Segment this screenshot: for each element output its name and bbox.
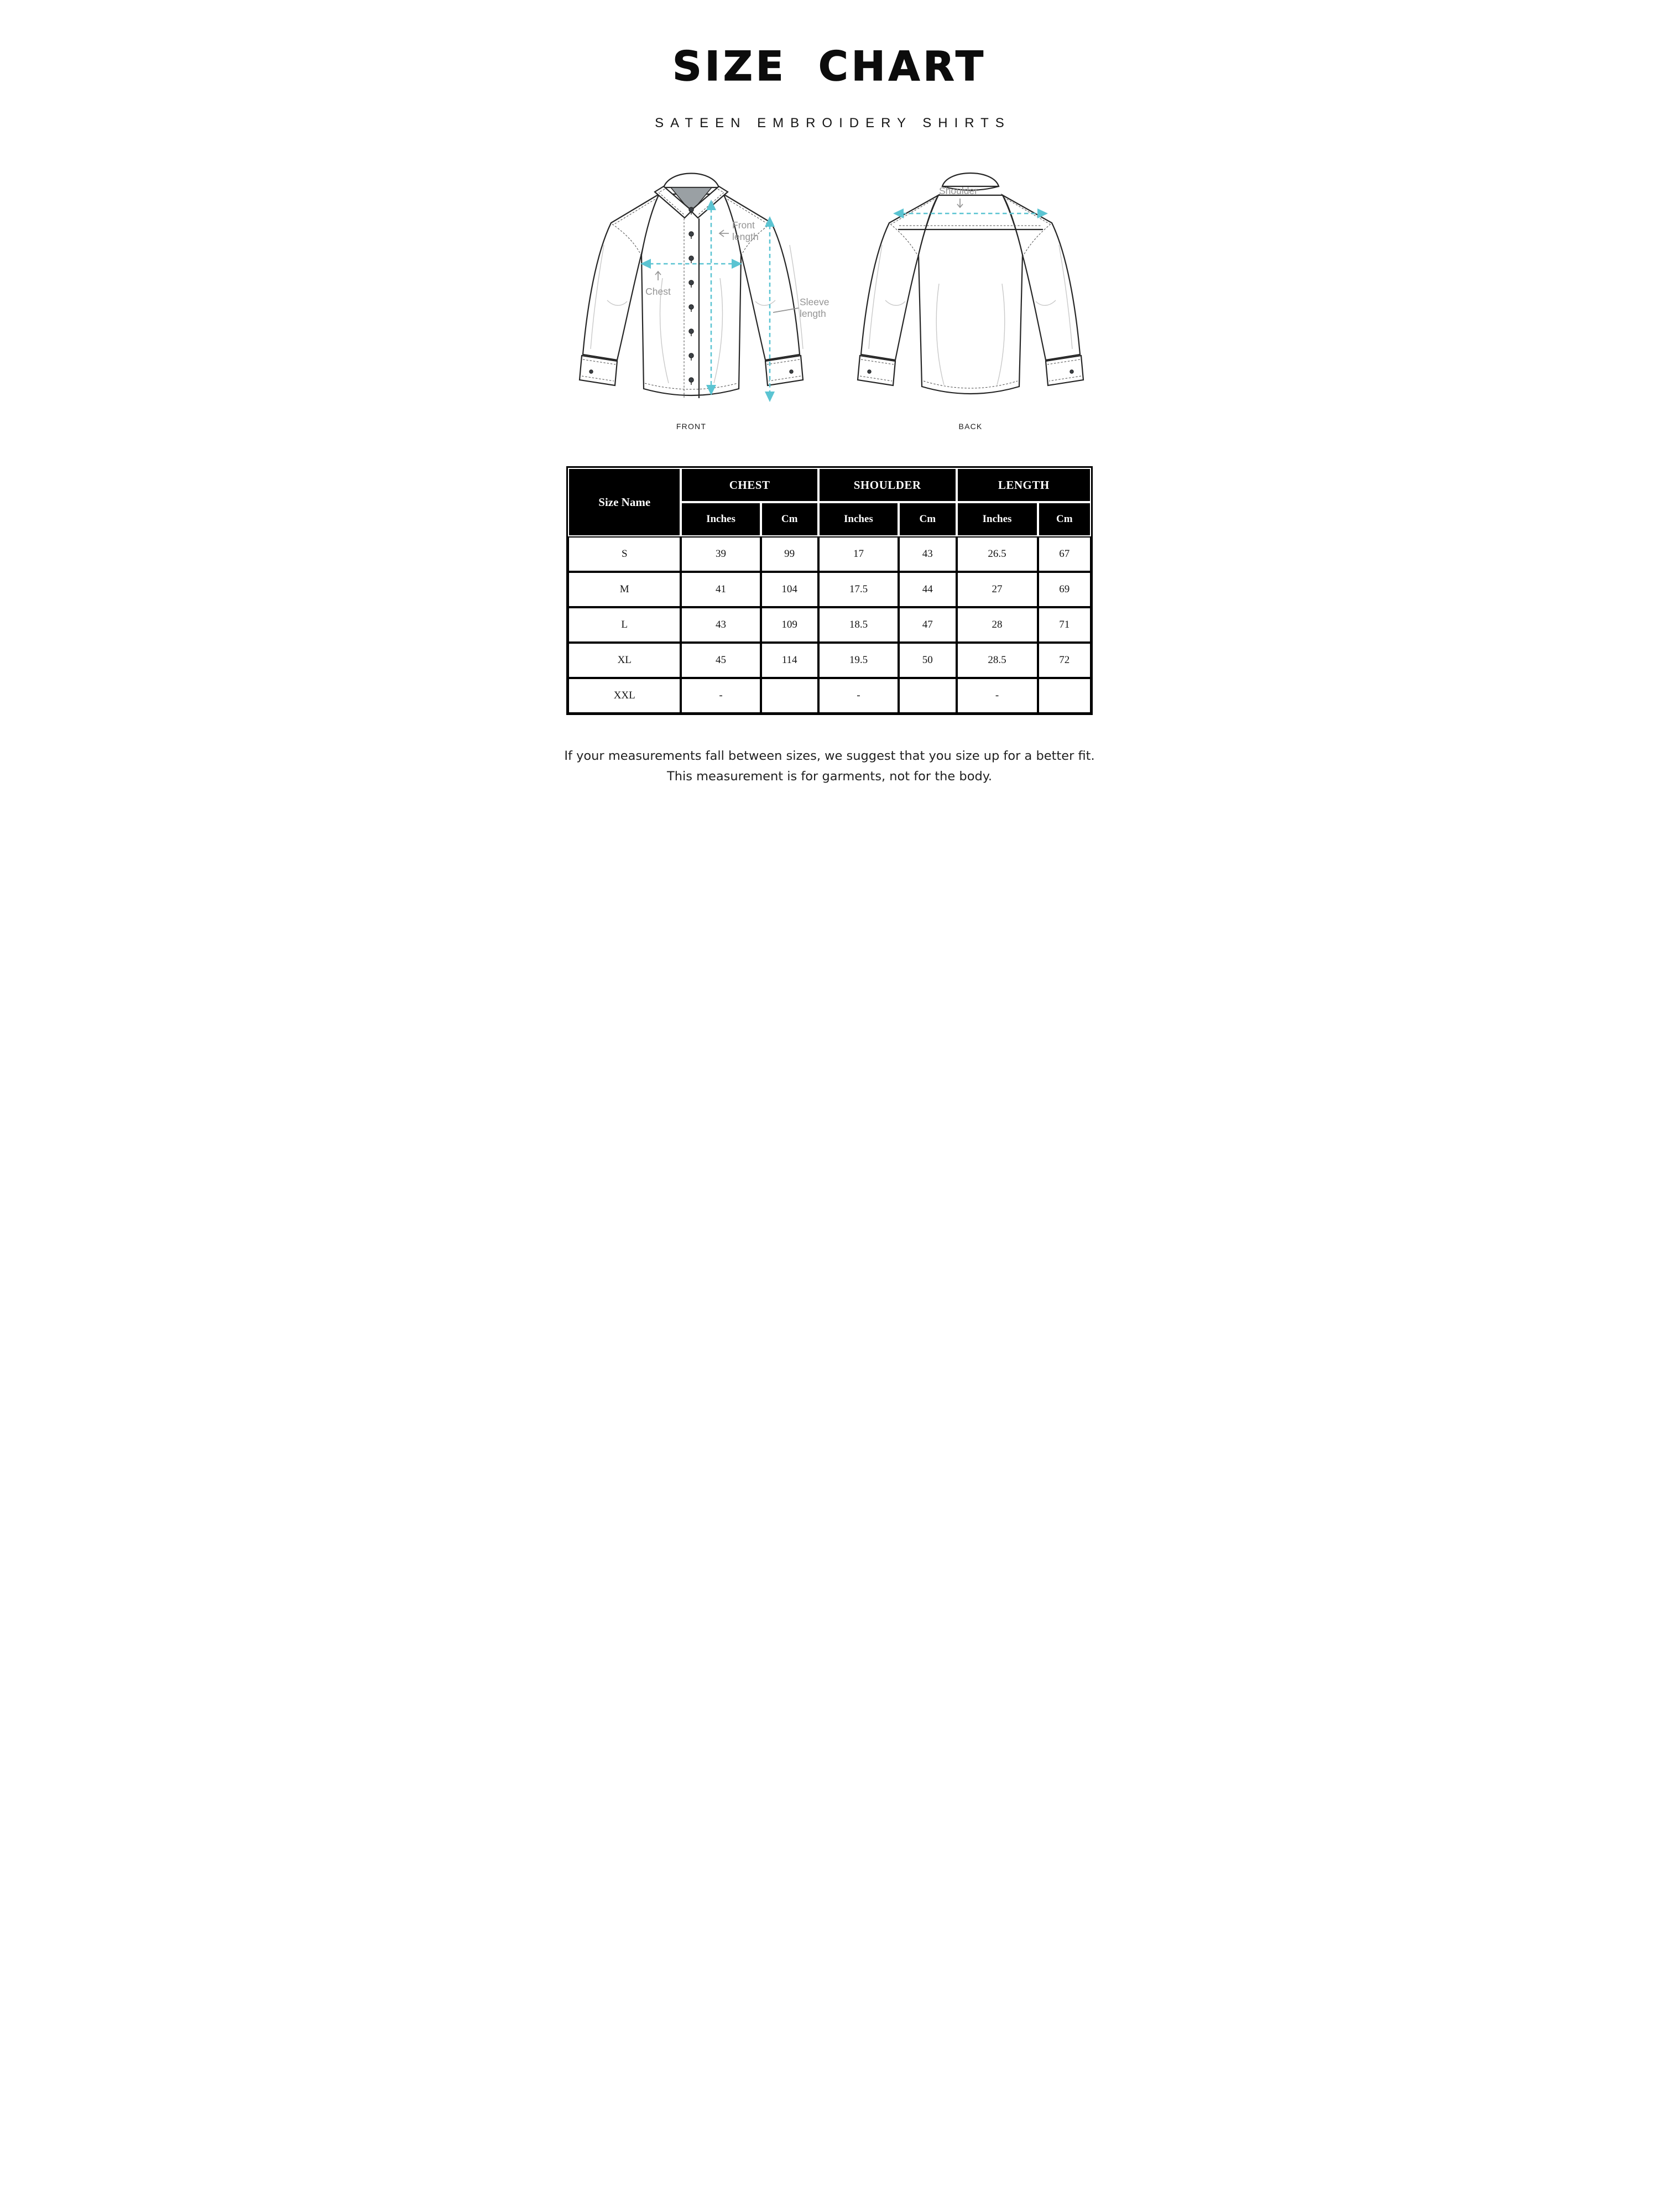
- value-cell: -: [957, 678, 1038, 713]
- value-cell: 69: [1038, 572, 1091, 607]
- value-cell: -: [681, 678, 760, 713]
- header-length: LENGTH: [957, 468, 1092, 502]
- value-cell: [1038, 678, 1091, 713]
- fit-note: [519, 746, 1141, 787]
- front-left-cuff: [580, 356, 617, 385]
- page-title: SIZE CHART: [672, 43, 987, 90]
- value-cell: 114: [761, 643, 818, 678]
- front-shirt-figure: [575, 161, 835, 431]
- value-cell: 45: [681, 643, 760, 678]
- header-size-name: Size Name: [568, 468, 681, 536]
- value-cell: 47: [899, 607, 956, 643]
- back-caption: BACK: [958, 422, 983, 431]
- size-cell: M: [568, 572, 681, 607]
- back-right-cuff-button: [1070, 370, 1073, 373]
- value-cell: 71: [1038, 607, 1091, 643]
- size-table: [566, 466, 1093, 715]
- front-right-cuff-button: [790, 370, 793, 373]
- page-subtitle: SATEEN EMBROIDERY SHIRTS: [655, 116, 1011, 131]
- header-chest-inches: Inches: [681, 502, 760, 536]
- value-cell: 17: [818, 536, 899, 572]
- size-chart-page: [519, 0, 1141, 837]
- value-cell: 72: [1038, 643, 1091, 678]
- value-cell: [761, 678, 818, 713]
- size-cell: S: [568, 536, 681, 572]
- front-shirt-diagram: [575, 161, 835, 421]
- chest-label: Chest: [645, 286, 671, 297]
- value-cell: 44: [899, 572, 956, 607]
- back-shirt-diagram: [841, 161, 1100, 421]
- header-length-inches: Inches: [957, 502, 1038, 536]
- value-cell: 109: [761, 607, 818, 643]
- value-cell: 99: [761, 536, 818, 572]
- value-cell: 28: [957, 607, 1038, 643]
- back-body: [919, 195, 1022, 394]
- value-cell: 43: [681, 607, 760, 643]
- table-row-s: [568, 536, 1091, 572]
- fit-note-line2: This measurement is for garments, not for the body.: [666, 769, 993, 784]
- table-row-l: [568, 607, 1091, 643]
- value-cell: 19.5: [818, 643, 899, 678]
- value-cell: 26.5: [957, 536, 1038, 572]
- value-cell: 50: [899, 643, 956, 678]
- header-chest: CHEST: [681, 468, 818, 502]
- value-cell: 67: [1038, 536, 1091, 572]
- front-right-cuff: [765, 356, 803, 385]
- header-shoulder: SHOULDER: [818, 468, 957, 502]
- value-cell: 104: [761, 572, 818, 607]
- header-shoulder-inches: Inches: [818, 502, 899, 536]
- header-chest-cm: Cm: [761, 502, 818, 536]
- back-collar: [942, 173, 999, 186]
- header-shoulder-cm: Cm: [899, 502, 956, 536]
- value-cell: 43: [899, 536, 956, 572]
- value-cell: 27: [957, 572, 1038, 607]
- front-length-label-line2: length: [732, 231, 759, 242]
- size-cell: XXL: [568, 678, 681, 713]
- front-collar-band: [664, 174, 719, 188]
- back-left-cuff: [858, 356, 895, 385]
- value-cell: 18.5: [818, 607, 899, 643]
- back-left-cuff-button: [868, 370, 871, 373]
- table-row-xl: [568, 643, 1091, 678]
- shirt-diagrams: [535, 161, 1141, 431]
- size-cell: XL: [568, 643, 681, 678]
- size-cell: L: [568, 607, 681, 643]
- table-row-m: [568, 572, 1091, 607]
- front-length-label-line1: Front: [732, 220, 755, 231]
- back-right-cuff: [1046, 356, 1083, 385]
- table-row-xxl: [568, 678, 1091, 713]
- front-caption: FRONT: [676, 422, 707, 431]
- header-length-cm: Cm: [1038, 502, 1091, 536]
- value-cell: [899, 678, 956, 713]
- value-cell: 28.5: [957, 643, 1038, 678]
- front-left-cuff-button: [589, 370, 593, 373]
- value-cell: 17.5: [818, 572, 899, 607]
- sleeve-length-label-line1: Sleeve: [800, 296, 830, 307]
- back-shirt-figure: [841, 161, 1100, 431]
- fit-note-line1: If your measurements fall between sizes, we suggest that you size up for a better fit.: [564, 749, 1095, 763]
- sleeve-length-label-line2: length: [800, 308, 826, 319]
- value-cell: 41: [681, 572, 760, 607]
- shoulder-label: Shoulder: [938, 185, 978, 196]
- value-cell: -: [818, 678, 899, 713]
- value-cell: 39: [681, 536, 760, 572]
